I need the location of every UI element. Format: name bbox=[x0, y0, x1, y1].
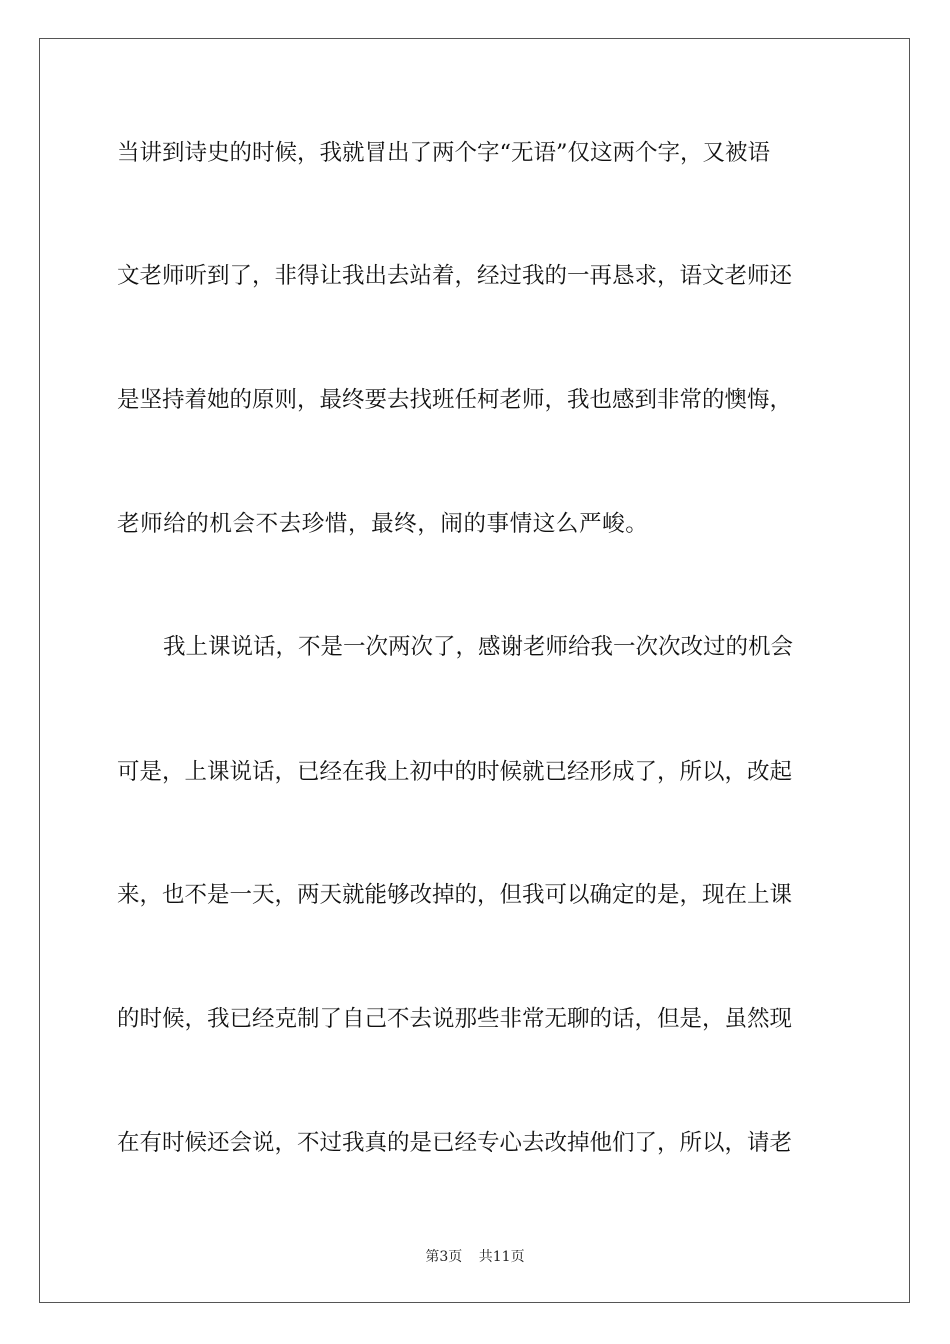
text-line-7: 来，也不是一天，两天就能够改掉的，但我可以确定的是，现在上课 bbox=[117, 882, 793, 908]
text-line-9: 在有时候还会说，不过我真的是已经专心去改掉他们了，所以，请老 bbox=[117, 1130, 793, 1156]
page-footer bbox=[0, 1246, 950, 1266]
text-line-8: 的时候，我已经克制了自己不去说那些非常无聊的话，但是，虽然现 bbox=[117, 1006, 793, 1032]
text-line-3: 是坚持着她的原则，最终要去找班任柯老师，我也感到非常的懊悔， bbox=[117, 387, 793, 413]
text-line-4: 老师给的机会不去珍惜，最终，闹的事情这么严峻。 bbox=[117, 511, 649, 537]
text-line-1: 当讲到诗史的时候，我就冒出了两个字“无语”仅这两个字，又被语 bbox=[117, 140, 771, 166]
page-total: 共11页 bbox=[478, 1249, 525, 1265]
text-line-6: 可是，上课说话，已经在我上初中的时候就已经形成了，所以，改起 bbox=[117, 759, 793, 785]
text-line-2: 文老师听到了，非得让我出去站着，经过我的一再恳求，语文老师还 bbox=[117, 263, 793, 289]
page-border bbox=[39, 38, 910, 1303]
page-number: 第3页 bbox=[425, 1249, 463, 1265]
text-line-5: 我上课说话，不是一次两次了，感谢老师给我一次次改过的机会 bbox=[163, 634, 794, 660]
